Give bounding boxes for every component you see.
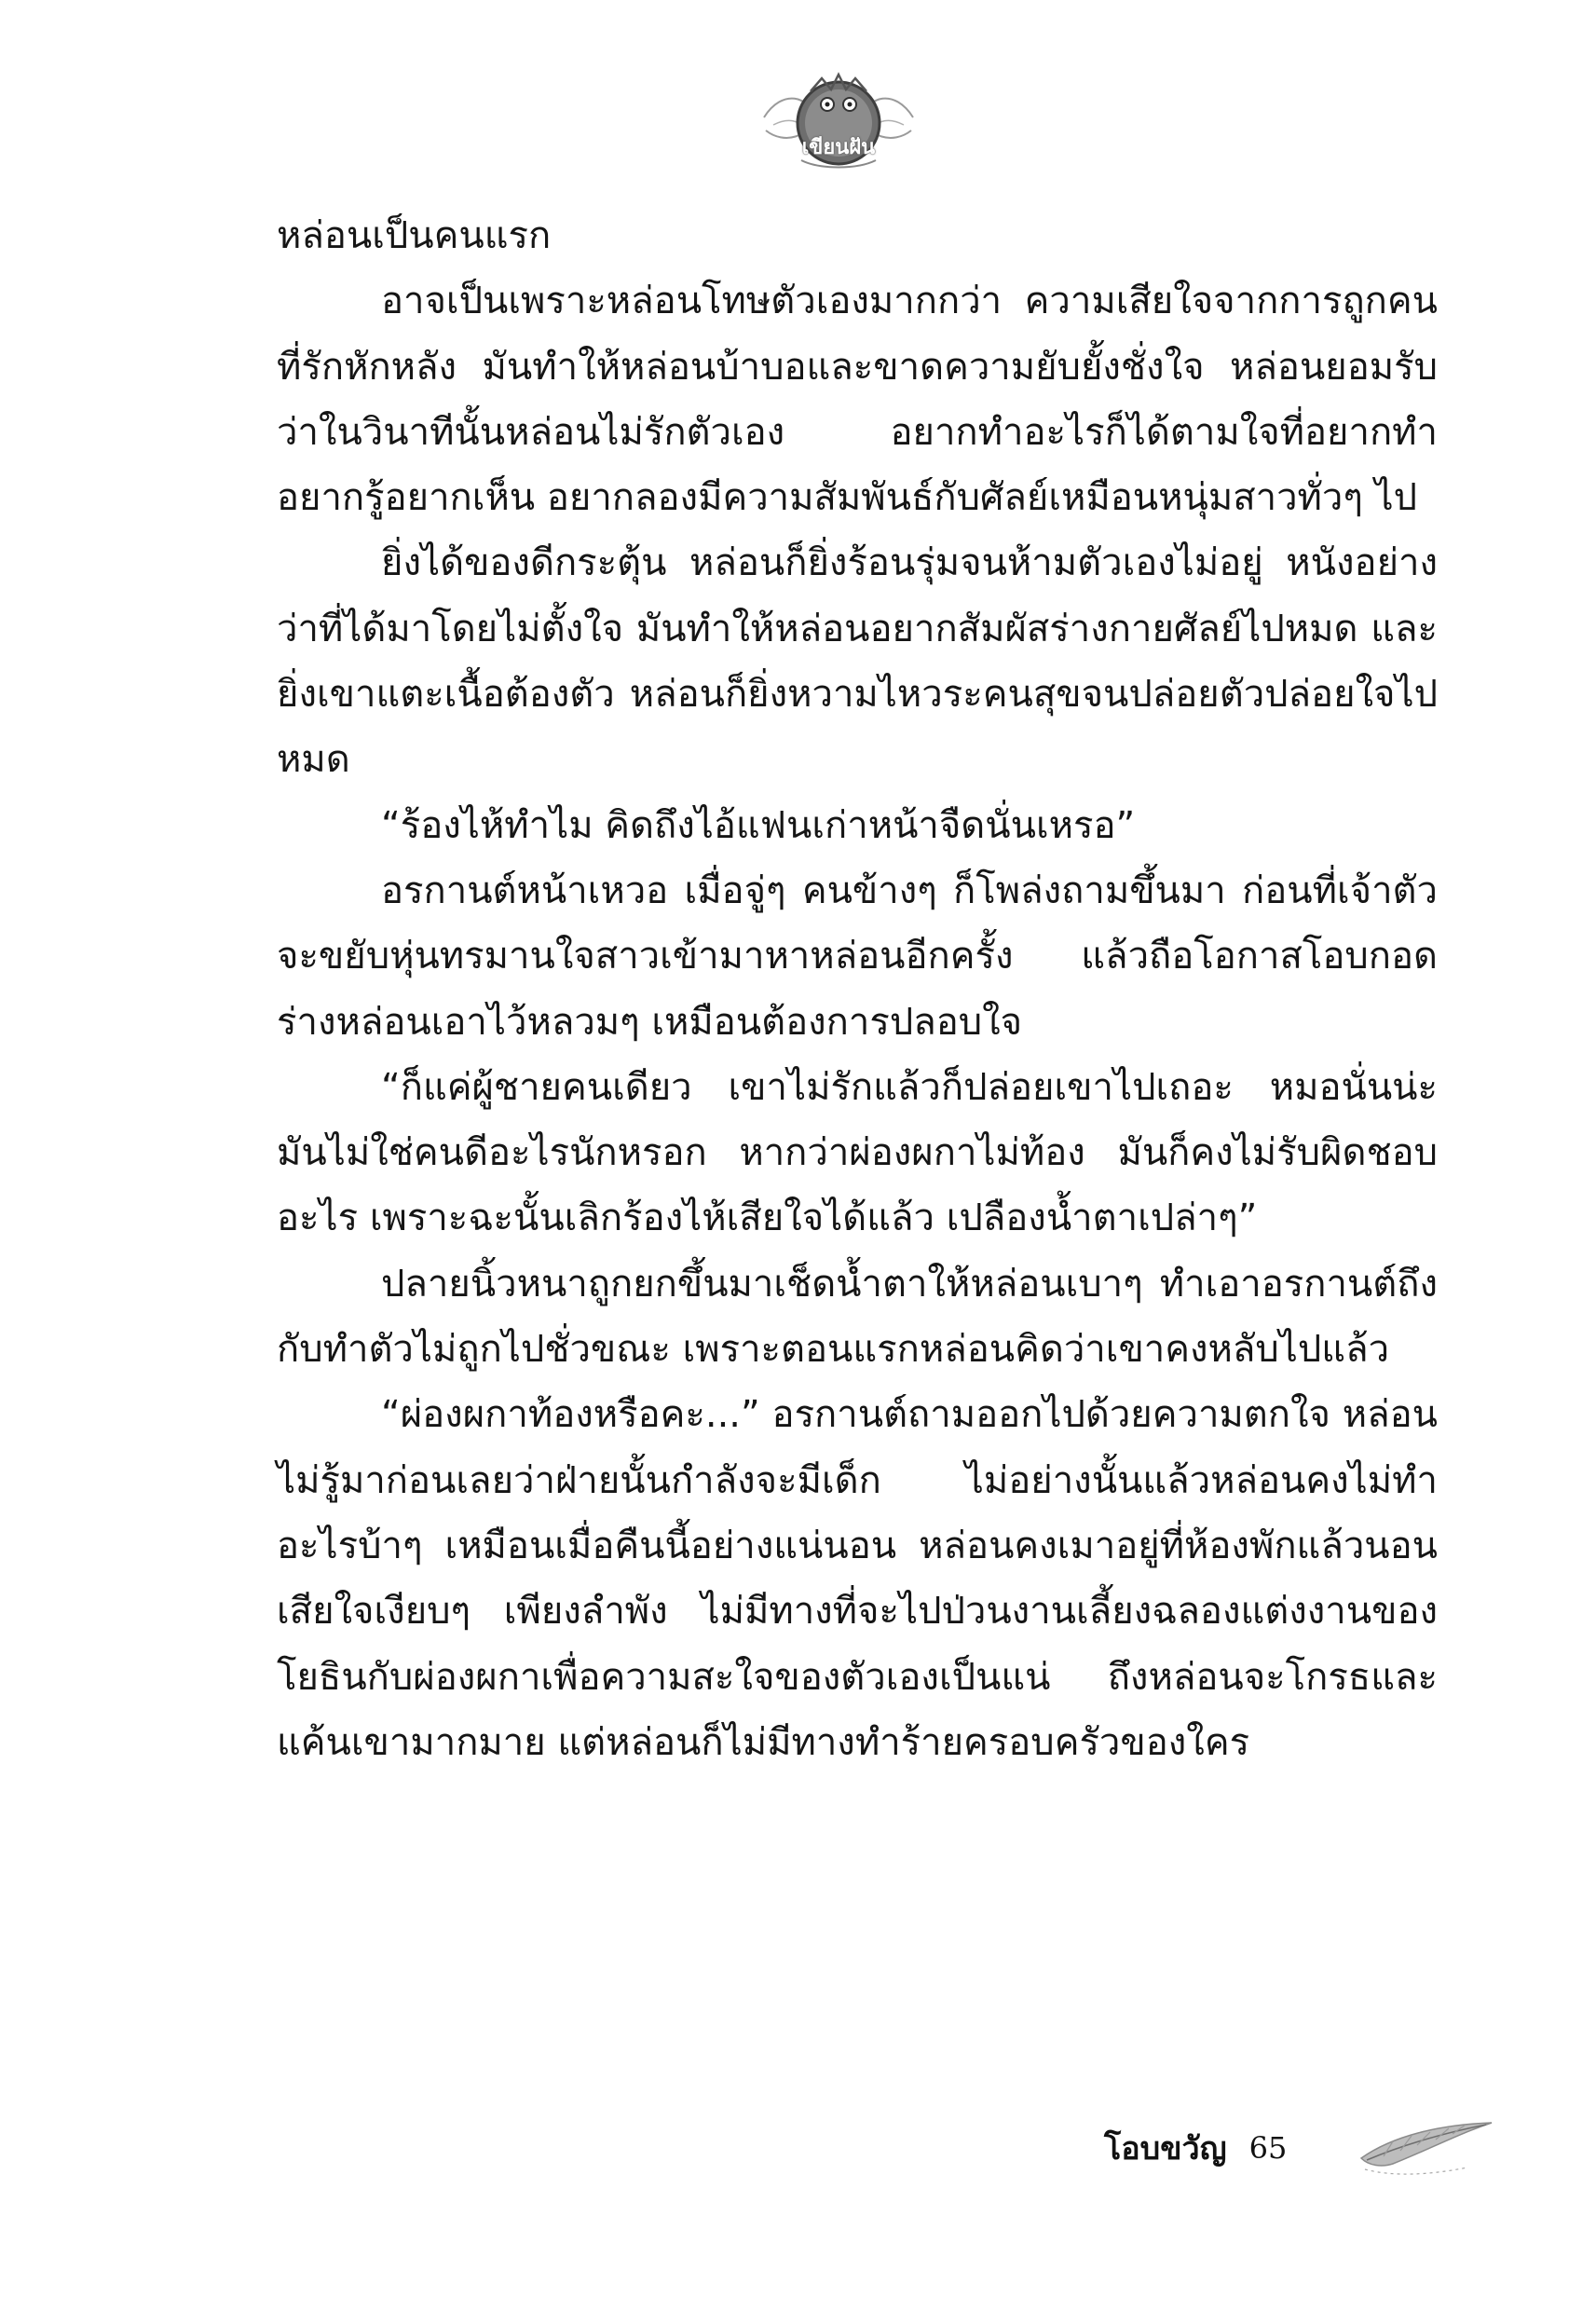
footer-ornament [1356,2108,1495,2182]
logo-text: เขียนฝัน [801,136,876,159]
feather-icon [1356,2108,1495,2182]
header-logo [745,50,932,181]
paragraph: ยิ่งได้ของดีกระตุ้น หล่อนก็ยิ่งร้อนรุ่มจนห้ามตัวเองไม่อยู่ หนังอย่างว่าที่ได้มาโดยไม่ตั้งใจ มันทำให้หล่อนอยากสัมผัสร่างกายศัลย์ไปหมด และยิ่งเขาแตะเนื้อต้องตัว หล่อนก็ยิ่งหวามไหวระคนสุขจนปล่อยตัวปล่อยใจไปหมด [277,541,1438,782]
paragraph: “ผ่องผกาท้องหรือคะ...” อรกานต์ถามออกไปด้วยความตกใจ หล่อนไม่รู้มาก่อนเลยว่าฝ่ายนั้นกำลังจะมีเด็ก ไม่อย่างนั้นแล้วหล่อนคงไม่ทำอะไรบ้าๆ เหมือนเมื่อคืนนี้อย่างแน่นอน หล่อนคงเมาอยู่ที่ห้องพักแล้วนอนเสียใจเงียบๆ เพียงลำพัง ไม่มีทางที่จะไปป่วนงานเลี้ยงฉลองแต่งงานของโยธินกับผ่องผกาเพื่อความสะใจของตัวเองเป็นแน่ ถึงหล่อนจะโกรธและแค้นเขามากมาย แต่หล่อนก็ไม่มีทางทำร้ายครอบครัวของใคร [277,1393,1438,1764]
page-footer [1104,2120,1287,2176]
book-title: โอบขวัญ [1104,2130,1227,2167]
paragraph: “ร้องไห้ทำไม คิดถึงไอ้แฟนเก่าหน้าจืดนั่นเหรอ” [381,803,1136,847]
paragraph: ปลายนิ้วหนาถูกยกขึ้นมาเช็ดน้ำตาให้หล่อนเบาๆ ทำเอาอรกานต์ถึงกับทำตัวไม่ถูกไปชั่วขณะ เพราะตอนแรกหล่อนคิดว่าเขาคงหลับไปแล้ว [277,1262,1438,1372]
paragraph: หล่อนเป็นคนแรก [277,214,552,257]
page-number: 65 [1248,2130,1288,2166]
paragraph: อาจเป็นเพราะหล่อนโทษตัวเองมากกว่า ความเสียใจจากการถูกคนที่รักหักหลัง มันทำให้หล่อนบ้าบอและขาดความยับยั้งชั่งใจ หล่อนยอมรับว่าในวินาทีนั้นหล่อนไม่รักตัวเอง อยากทำอะไรก็ได้ตามใจที่อยากทำ อยากรู้อยากเห็น อยากลองมีความสัมพันธ์กับศัลย์เหมือนหนุ่มสาวทั่วๆ ไป [277,280,1438,520]
paragraph: “ก็แค่ผู้ชายคนเดียว เขาไม่รักแล้วก็ปล่อยเขาไปเถอะ หมอนั่นน่ะมันไม่ใช่คนดีอะไรนักหรอก หากว่าผ่องผกาไม่ท้อง มันก็คงไม่รับผิดชอบอะไร เพราะฉะนั้นเลิกร้องไห้เสียใจได้แล้ว เปลืองน้ำตาเปล่าๆ” [277,1065,1438,1240]
body-text [277,203,1438,1775]
paragraph: อรกานต์หน้าเหวอ เมื่อจู่ๆ คนข้างๆ ก็โพล่งถามขึ้นมา ก่อนที่เจ้าตัวจะขยับหุ่นทรมานใจสาวเข้ามาหาหล่อนอีกครั้ง แล้วถือโอกาสโอบกอดร่างหล่อนเอาไว้หลวมๆ เหมือนต้องการปลอบใจ [277,868,1438,1044]
